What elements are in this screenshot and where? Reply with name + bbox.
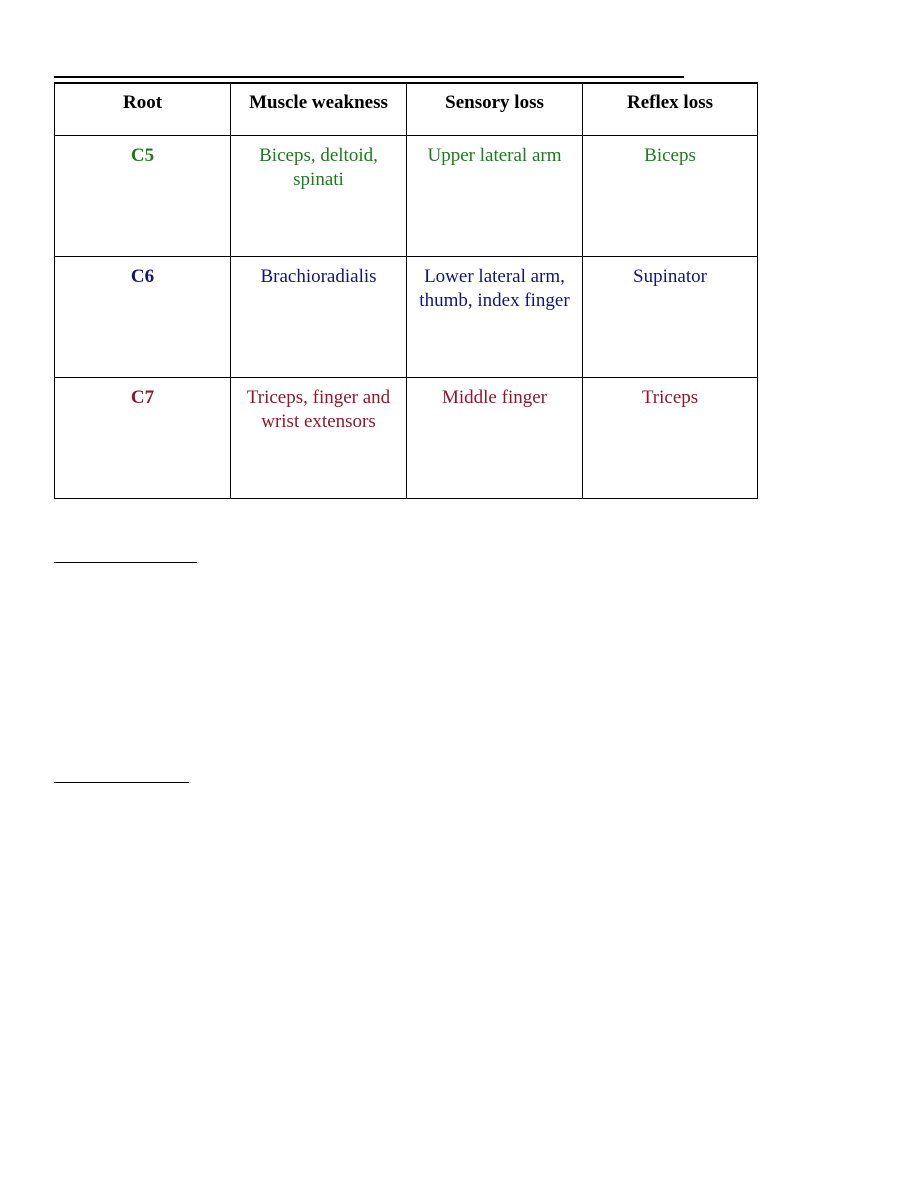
- header-root: Root: [55, 83, 231, 135]
- section-heading-underline: [54, 562, 197, 563]
- top-horizontal-rule: [54, 76, 684, 78]
- root-cell: C7: [55, 377, 231, 498]
- nerve-root-table: [54, 82, 758, 499]
- muscle-weakness-cell: Biceps, deltoid, spinati: [231, 135, 407, 256]
- table-row: [55, 256, 758, 377]
- table-header-row: [55, 83, 758, 135]
- sensory-loss-cell: Middle finger: [407, 377, 583, 498]
- table-row: [55, 135, 758, 256]
- muscle-weakness-cell: Brachioradialis: [231, 256, 407, 377]
- header-sensory-loss: Sensory loss: [407, 83, 583, 135]
- root-cell: C5: [55, 135, 231, 256]
- reflex-loss-cell: Biceps: [583, 135, 758, 256]
- section-heading-underline: [54, 782, 189, 783]
- reflex-loss-cell: Triceps: [583, 377, 758, 498]
- header-muscle-weakness: Muscle weakness: [231, 83, 407, 135]
- sensory-loss-cell: Upper lateral arm: [407, 135, 583, 256]
- reflex-loss-cell: Supinator: [583, 256, 758, 377]
- sensory-loss-cell: Lower lateral arm, thumb, index finger: [407, 256, 583, 377]
- header-reflex-loss: Reflex loss: [583, 83, 758, 135]
- muscle-weakness-cell: Triceps, finger and wrist extensors: [231, 377, 407, 498]
- table-row: [55, 377, 758, 498]
- root-cell: C6: [55, 256, 231, 377]
